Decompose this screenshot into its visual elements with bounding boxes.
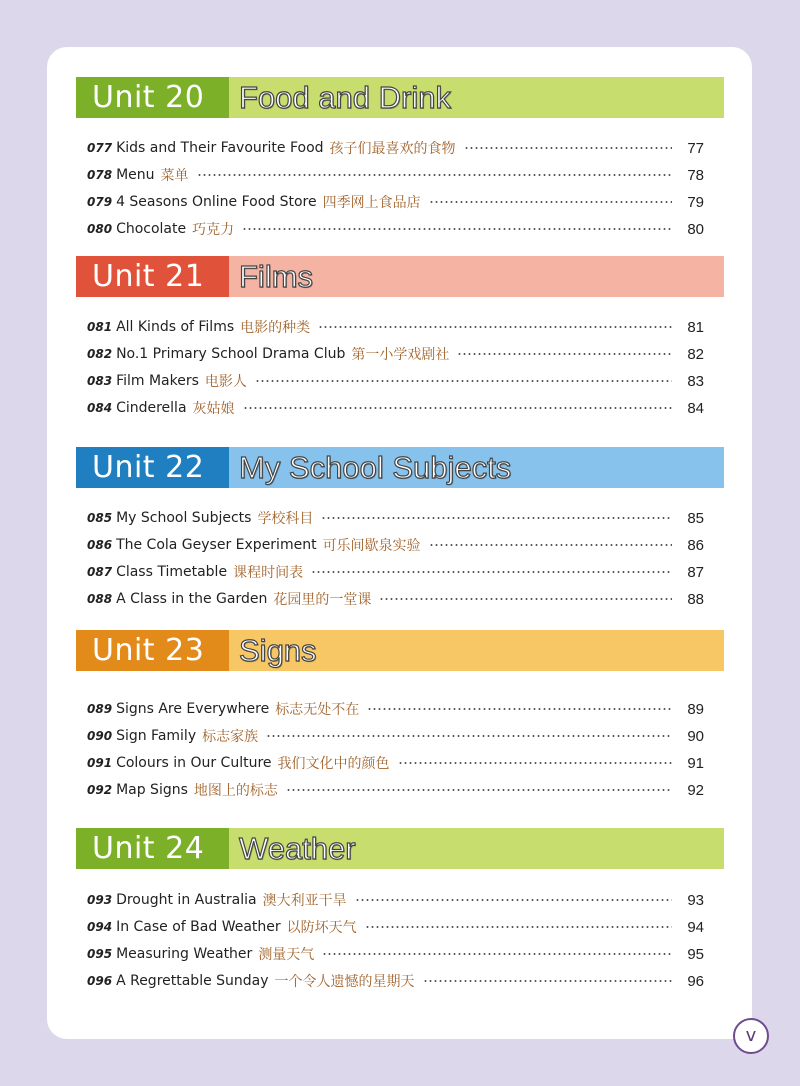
entry-number: 083 [87,374,113,388]
leader-dots [355,899,672,901]
entry-title-zh: 第一小学戏剧社 [351,347,450,363]
leader-dots [365,926,672,928]
entry-title-zh: 课程时间表 [233,565,304,581]
leader-dots [429,544,672,546]
entry-title-en: 4 Seasons Online Food Store [116,194,317,210]
entry-number: 081 [87,320,113,334]
toc-entry-089[interactable] [87,698,704,720]
toc-entry-086[interactable] [87,534,704,556]
toc-entry-084[interactable] [87,397,704,419]
entry-title-zh: 灰姑娘 [192,401,235,417]
entry-number: 089 [87,702,113,716]
unit-header-20[interactable] [76,77,724,118]
entry-number: 082 [87,347,113,361]
unit-header-21[interactable] [76,256,724,297]
entry-page: 79 [687,193,704,211]
toc-entry-081[interactable] [87,316,704,338]
entry-title-en: Film Makers [116,373,199,389]
entry-title-zh: 电影人 [204,374,247,390]
entry-title-en: Kids and Their Favourite Food [116,140,324,156]
toc-entry-091[interactable] [87,752,704,774]
leader-dots [243,407,672,409]
entry-number: 092 [87,783,113,797]
entry-number: 085 [87,511,113,525]
unit-label: Unit 21 [76,256,229,297]
unit-title: Weather [229,828,724,869]
entry-page: 88 [687,590,704,608]
entry-title-en: Chocolate [116,221,187,237]
entry-title-en: Menu [116,167,155,183]
leader-dots [464,147,672,149]
entry-page: 95 [687,945,704,963]
unit-title: Signs [229,630,724,671]
entry-title-zh: 学校科目 [257,511,314,527]
unit-label: Unit 23 [76,630,229,671]
entry-title-zh: 地图上的标志 [193,783,278,799]
entry-title-en: Colours in Our Culture [116,755,272,771]
leader-dots [255,380,672,382]
toc-entry-094[interactable] [87,916,704,938]
entry-page: 80 [687,220,704,238]
entry-page: 78 [687,166,704,184]
entry-title-en: Sign Family [116,728,197,744]
entry-title-en: My School Subjects [116,510,252,526]
leader-dots [321,517,672,519]
entry-page: 84 [687,399,704,417]
entry-number: 091 [87,756,113,770]
entry-page: 94 [687,918,704,936]
entry-title-zh: 我们文化中的颜色 [277,756,390,772]
leader-dots [379,598,672,600]
entry-number: 093 [87,893,113,907]
entry-title-zh: 花园里的一堂课 [273,592,372,608]
leader-dots [242,228,672,230]
entry-title-en: In Case of Bad Weather [116,919,281,935]
entry-title-en: Cinderella [116,400,187,416]
entry-title-zh: 巧克力 [192,222,235,238]
entry-title-en: All Kinds of Films [116,319,235,335]
entry-title-zh: 标志无处不在 [275,702,360,718]
toc-entry-082[interactable] [87,343,704,365]
entry-title-zh: 可乐间歇泉实验 [322,538,421,554]
entry-number: 095 [87,947,113,961]
entry-title-en: Map Signs [116,782,188,798]
entry-title-zh: 一个令人遗憾的星期天 [274,974,415,990]
entry-title-en: No.1 Primary School Drama Club [116,346,346,362]
entry-page: 83 [687,372,704,390]
entry-title-en: Class Timetable [116,564,228,580]
entry-title-zh: 标志家族 [202,729,259,745]
entry-page: 85 [687,509,704,527]
entry-number: 096 [87,974,113,988]
toc-entry-093[interactable] [87,889,704,911]
leader-dots [423,980,672,982]
toc-entry-095[interactable] [87,943,704,965]
entry-title-zh: 电影的种类 [240,320,311,336]
entry-page: 77 [687,139,704,157]
toc-entry-088[interactable] [87,588,704,610]
unit-header-24[interactable] [76,828,724,869]
entry-title-en: Signs Are Everywhere [116,701,270,717]
entry-page: 89 [687,700,704,718]
entry-title-zh: 孩子们最喜欢的食物 [329,141,456,157]
entry-title-zh: 澳大利亚干旱 [262,893,347,909]
toc-entry-080[interactable] [87,218,704,240]
entry-title-en: Measuring Weather [116,946,253,962]
leader-dots [286,789,672,791]
entry-number: 090 [87,729,113,743]
leader-dots [197,174,672,176]
unit-label: Unit 22 [76,447,229,488]
unit-label: Unit 24 [76,828,229,869]
unit-label: Unit 20 [76,77,229,118]
unit-title: Food and Drink [229,77,724,118]
entry-title-zh: 菜单 [160,168,189,184]
entry-number: 077 [87,141,113,155]
entry-page: 90 [687,727,704,745]
toc-entry-087[interactable] [87,561,704,583]
entry-title-en: A Class in the Garden [116,591,268,607]
entry-title-zh: 以防坏天气 [286,920,357,936]
entry-page: 86 [687,536,704,554]
entry-page: 87 [687,563,704,581]
entry-title-zh: 测量天气 [258,947,315,963]
page-number-badge: v [733,1018,769,1054]
leader-dots [429,201,672,203]
toc-entry-085[interactable] [87,507,704,529]
toc-entry-092[interactable] [87,779,704,801]
leader-dots [457,353,672,355]
leader-dots [311,571,672,573]
unit-title: Films [229,256,724,297]
entry-number: 087 [87,565,113,579]
entry-number: 088 [87,592,113,606]
entry-page: 91 [687,754,704,772]
toc-entry-077[interactable] [87,137,704,159]
toc-entry-078[interactable] [87,164,704,186]
toc-entry-079[interactable] [87,191,704,213]
leader-dots [266,735,672,737]
toc-entry-090[interactable] [87,725,704,747]
toc-entry-096[interactable] [87,970,704,992]
entry-number: 080 [87,222,113,236]
entry-title-en: Drought in Australia [116,892,257,908]
unit-header-23[interactable] [76,630,724,671]
entry-page: 82 [687,345,704,363]
toc-entry-083[interactable] [87,370,704,392]
entry-title-en: A Regrettable Sunday [116,973,269,989]
entry-page: 81 [687,318,704,336]
leader-dots [398,762,672,764]
entry-title-zh: 四季网上食品店 [322,195,421,211]
entry-page: 92 [687,781,704,799]
entry-page: 93 [687,891,704,909]
entry-number: 094 [87,920,113,934]
entry-page: 96 [687,972,704,990]
entry-number: 086 [87,538,113,552]
entry-title-en: The Cola Geyser Experiment [116,537,317,553]
leader-dots [318,326,672,328]
unit-header-22[interactable] [76,447,724,488]
leader-dots [322,953,672,955]
unit-title: My School Subjects [229,447,724,488]
leader-dots [367,708,672,710]
entry-number: 078 [87,168,113,182]
entry-number: 079 [87,195,113,209]
entry-number: 084 [87,401,113,415]
